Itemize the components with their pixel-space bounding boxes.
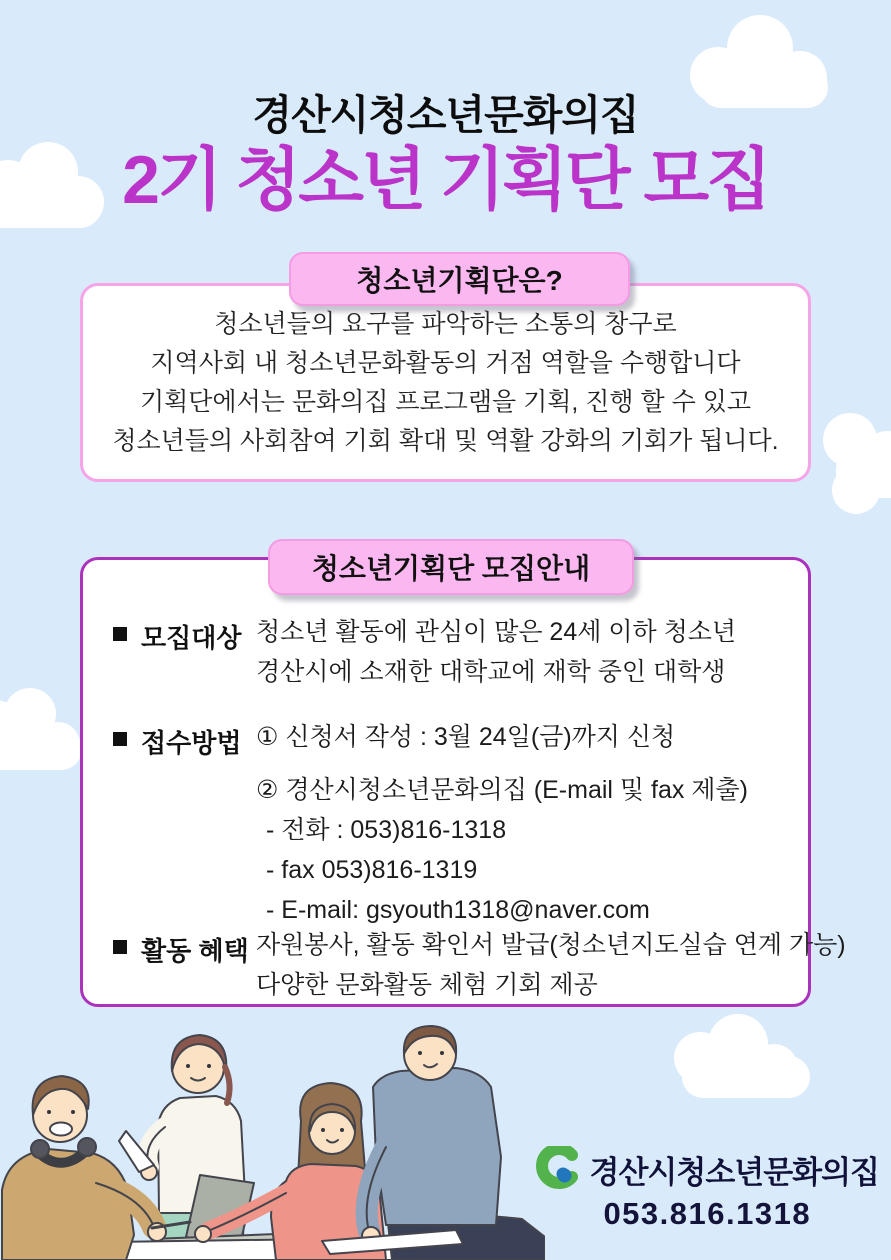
org-title: 경산시청소년문화의집	[252, 92, 639, 138]
about-line: 청소년들의 요구를 파악하는 소통의 창구로	[214, 310, 677, 338]
bullet-square	[113, 940, 127, 954]
bullet-square	[113, 732, 127, 746]
section-content-benefit	[256, 925, 846, 1005]
cloud-left-upper	[0, 142, 104, 228]
content-line: ① 신청서 작성 : 3월 24일(금)까지 신청	[256, 723, 676, 751]
about-badge: 청소년기획단은?	[289, 252, 630, 306]
content-line: 다양한 문화활동 체험 기회 제공	[256, 971, 598, 999]
content-line: 청소년 활동에 관심이 많은 24세 이하 청소년	[256, 618, 737, 646]
recruit-badge: 청소년기획단 모집안내	[268, 539, 634, 595]
content-line: 자원봉사, 활동 확인서 발급(청소년지도실습 연계 가능)	[256, 931, 846, 959]
org-logo-icon	[536, 1146, 582, 1192]
footer-phone: 053.816.1318	[603, 1196, 812, 1231]
section-content-target	[256, 612, 736, 692]
section-label-benefit: 활동 혜택	[141, 936, 249, 966]
about-line: 청소년들의 사회참여 기회 확대 및 역활 강화의 기회가 됩니다.	[112, 427, 779, 455]
content-line: - fax 053)816-1319	[266, 856, 478, 884]
poster-title: 2기 청소년 기획단 모집	[122, 142, 769, 218]
footer-org-name: 경산시청소년문화의집	[589, 1154, 879, 1190]
recruit-box	[80, 557, 846, 1007]
section-label-target: 모집대상	[141, 623, 242, 653]
section-label-apply: 접수방법	[141, 728, 242, 758]
cloud-left-lower	[0, 688, 82, 770]
footer	[536, 1146, 879, 1232]
cloud-bottom-right	[674, 1014, 810, 1098]
bullet-square	[113, 627, 127, 641]
about-line: 기획단에서는 문화의집 프로그램을 기획, 진행 할 수 있고	[139, 388, 752, 416]
section-content-apply	[256, 717, 748, 930]
content-line: ② 경산시청소년문화의집 (E-mail 및 fax 제출)	[256, 776, 748, 804]
content-line: 경산시에 소재한 대학교에 재학 중인 대학생	[256, 658, 726, 686]
cloud-top-right	[690, 15, 828, 108]
about-line: 지역사회 내 청소년문화활동의 거점 역할을 수행합니다	[150, 349, 741, 377]
footer-name-row	[536, 1146, 879, 1192]
content-line: - 전화 : 053)816-1318	[266, 816, 507, 844]
people-illustration	[0, 1025, 545, 1260]
cloud-right-middle	[823, 413, 891, 514]
about-box	[80, 283, 811, 482]
content-line: - E-mail: gsyouth1318@naver.com	[266, 896, 650, 924]
